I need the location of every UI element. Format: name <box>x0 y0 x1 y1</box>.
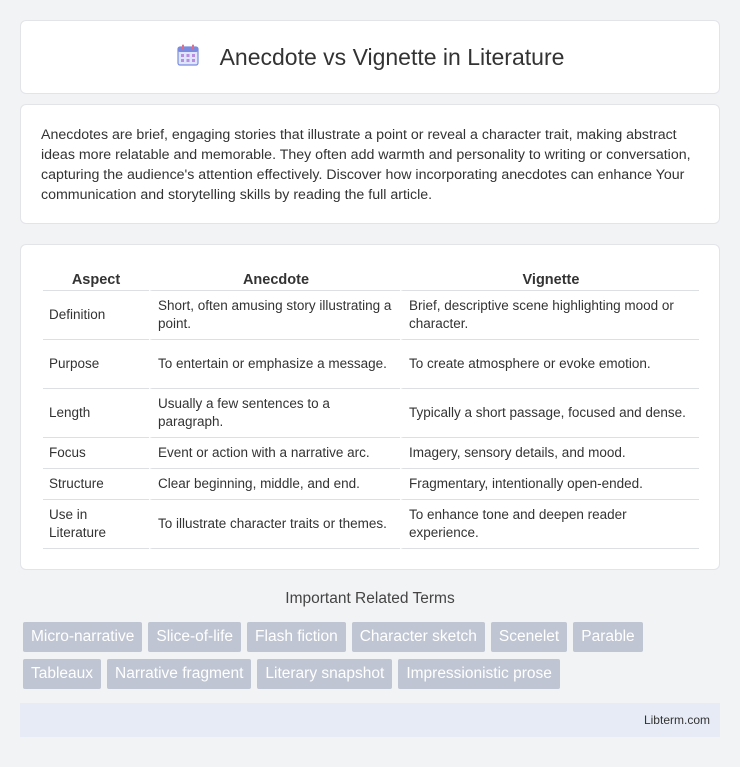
related-term-tag[interactable]: Character sketch <box>352 622 485 652</box>
calendar-icon <box>176 43 200 72</box>
row-anecdote: To illustrate character traits or themes. <box>149 500 400 549</box>
row-vignette: Imagery, sensory details, and mood. <box>400 438 699 469</box>
row-vignette: Brief, descriptive scene highlighting mood or character. <box>400 291 699 340</box>
related-terms-title: Important Related Terms <box>285 590 455 607</box>
row-aspect: Structure <box>43 469 149 500</box>
table-row <box>43 500 699 549</box>
related-term-tag[interactable]: Micro-narrative <box>23 622 142 652</box>
page-title: Anecdote vs Vignette in Literature <box>219 43 565 70</box>
related-term-tag[interactable]: Tableaux <box>23 659 101 689</box>
row-vignette: To enhance tone and deepen reader experience. <box>400 500 699 549</box>
related-terms-list <box>23 622 723 689</box>
row-aspect: Length <box>43 389 149 438</box>
header-vignette: Vignette <box>400 265 699 291</box>
row-aspect: Focus <box>43 438 149 469</box>
footer <box>20 703 720 737</box>
row-vignette: To create atmosphere or evoke emotion. <box>400 340 699 389</box>
row-aspect: Use in Literature <box>43 500 149 549</box>
related-term-tag[interactable]: Slice-of-life <box>148 622 241 652</box>
row-anecdote: Short, often amusing story illustrating a point. <box>149 291 400 340</box>
related-term-tag[interactable]: Flash fiction <box>247 622 346 652</box>
intro-text: Anecdotes are brief, engaging stories that illustrate a point or reveal a character trait, making abstract ideas more relatable and memorable. They often add warmth and personality to writing or conversation, capturing the audience's attention effectively. Discover how incorporating anecdotes can enhance Your communication and storytelling skills by reading the full article. <box>41 127 691 203</box>
row-aspect: Purpose <box>43 340 149 389</box>
table-header-row <box>43 265 699 291</box>
row-anecdote: To entertain or emphasize a message. <box>149 340 400 389</box>
header-anecdote: Anecdote <box>149 265 400 291</box>
row-vignette: Fragmentary, intentionally open-ended. <box>400 469 699 500</box>
comparison-table <box>43 265 699 549</box>
footer-site-link[interactable]: Libterm.com <box>643 713 710 727</box>
table-row <box>43 438 699 469</box>
row-anecdote: Event or action with a narrative arc. <box>149 438 400 469</box>
related-term-tag[interactable]: Narrative fragment <box>107 659 251 689</box>
row-vignette: Typically a short passage, focused and dense. <box>400 389 699 438</box>
comparison-card <box>20 244 720 570</box>
header-card <box>20 20 720 94</box>
table-row <box>43 291 699 340</box>
related-term-tag[interactable]: Scenelet <box>491 622 567 652</box>
row-aspect: Definition <box>43 291 149 340</box>
related-term-tag[interactable]: Parable <box>573 622 642 652</box>
header-aspect: Aspect <box>43 265 149 291</box>
row-anecdote: Clear beginning, middle, and end. <box>149 469 400 500</box>
table-row <box>43 389 699 438</box>
table-row <box>43 469 699 500</box>
related-term-tag[interactable]: Literary snapshot <box>257 659 392 689</box>
intro-card <box>20 104 720 224</box>
related-term-tag[interactable]: Impressionistic prose <box>398 659 560 689</box>
row-anecdote: Usually a few sentences to a paragraph. <box>149 389 400 438</box>
table-row <box>43 340 699 389</box>
